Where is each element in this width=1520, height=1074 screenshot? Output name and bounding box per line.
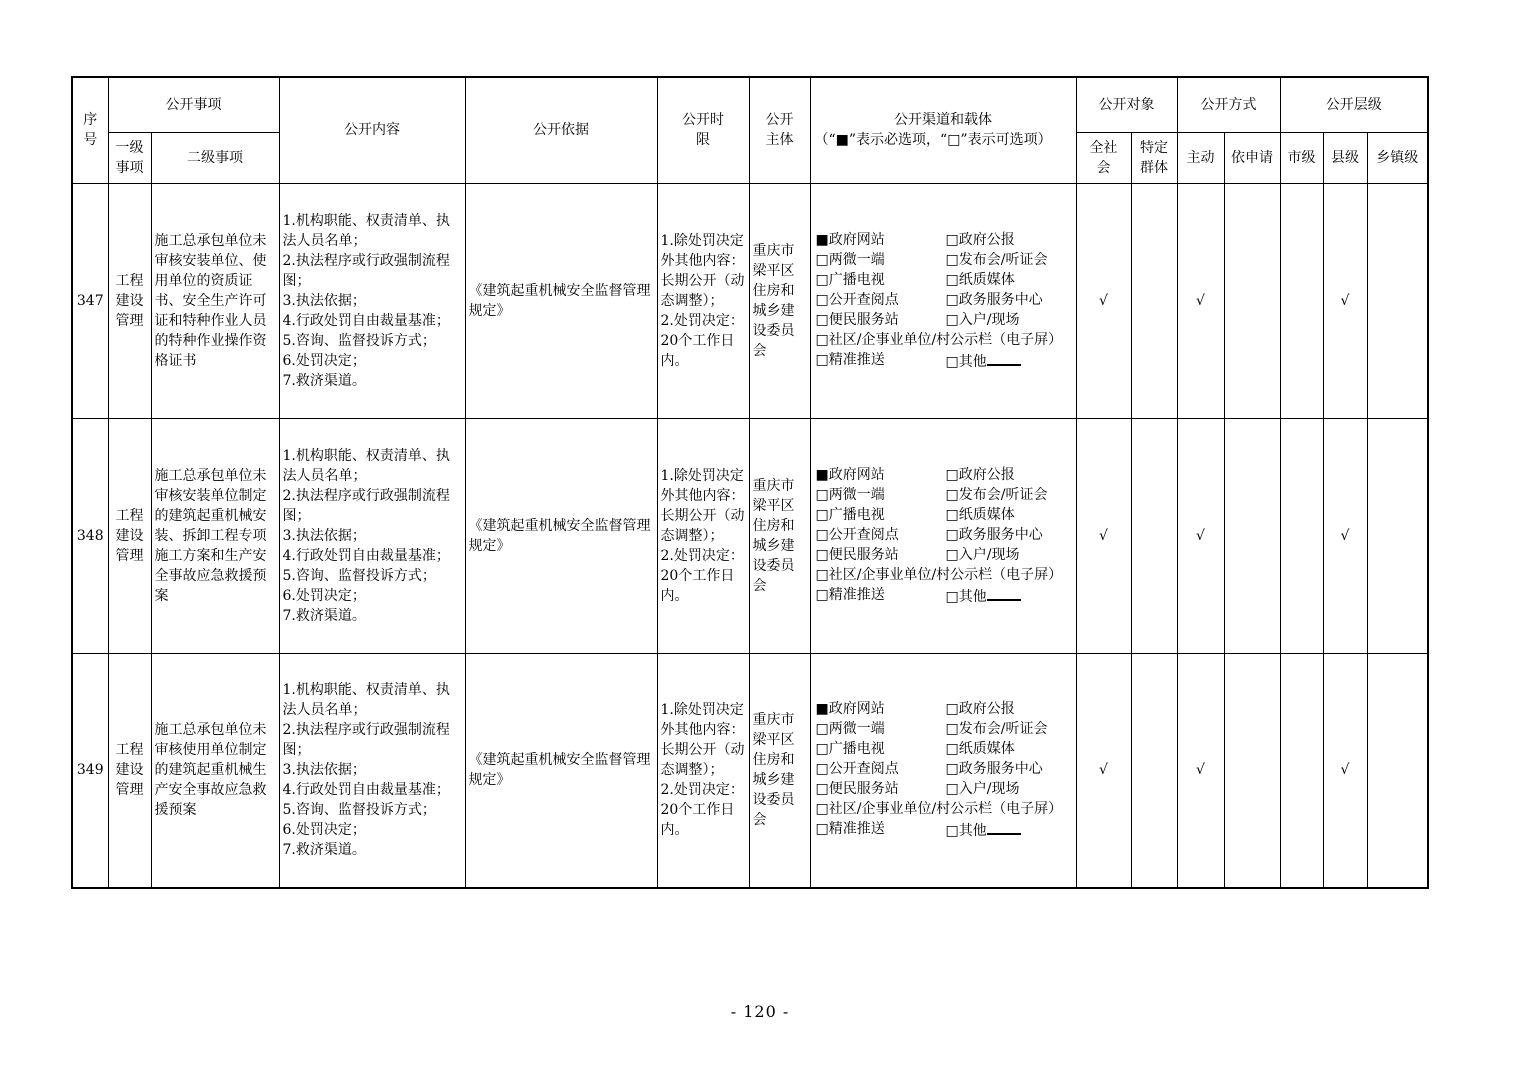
header-time-limit: 公开时限 <box>657 77 749 183</box>
row-subject: 重庆市梁平区住房和城乡建设委员会 <box>749 653 810 888</box>
header-level-county: 县级 <box>1323 132 1367 183</box>
channel-option: □公开查阅点 <box>815 526 899 543</box>
row-level-city <box>1280 183 1323 418</box>
header-method: 公开方式 <box>1177 77 1280 132</box>
header-target-specific: 特定群体 <box>1131 132 1177 183</box>
channel-option: □广播电视 <box>815 506 885 523</box>
row-time-limit: 1.除处罚决定外其他内容：长期公开（动态调整）； 2.处罚决定：20个工作日内。 <box>657 183 749 418</box>
header-channel-title: 公开渠道和载体 <box>894 112 992 129</box>
header-channel-note: （“■”表示必选项，“□”表示可选项） <box>814 132 1052 149</box>
row-target-specific <box>1131 183 1177 418</box>
row-content: 1.机构职能、权责清单、执法人员名单； 2.执法程序或行政强制流程图； 3.执法依据； 4.行政处罚自由裁量基准； 5.咨询、监督投诉方式； 6.处罚决定； 7.救济渠道。 <box>279 183 465 418</box>
header-target: 公开对象 <box>1076 77 1177 132</box>
channel-option: □纸质媒体 <box>945 271 1015 288</box>
row-method-apply <box>1224 183 1280 418</box>
channel-option: □纸质媒体 <box>945 741 1015 758</box>
header-target-all: 全社会 <box>1076 132 1131 183</box>
channel-option: ■政府网站 <box>815 466 885 483</box>
row-target-all: √ <box>1076 183 1131 418</box>
channel-option: ■政府网站 <box>815 701 885 718</box>
row-level-city <box>1280 653 1323 888</box>
channel-option-other: □其他 <box>946 350 1076 372</box>
channel-option: □便民服务站 <box>815 311 899 328</box>
row-level1: 工程建设管理 <box>108 418 151 653</box>
header-method-apply: 依申请 <box>1224 132 1280 183</box>
table-row <box>72 183 1428 418</box>
row-seq: 349 <box>72 653 108 888</box>
channel-option: □入户/现场 <box>945 781 1020 798</box>
page-number: - 120 - <box>730 1002 790 1021</box>
row-basis: 《建筑起重机械安全监督管理规定》 <box>465 418 657 653</box>
row-time-limit: 1.除处罚决定外其他内容：长期公开（动态调整）； 2.处罚决定：20个工作日内。 <box>657 418 749 653</box>
row-method-active: √ <box>1177 183 1224 418</box>
row-content: 1.机构职能、权责清单、执法人员名单； 2.执法程序或行政强制流程图； 3.执法依据； 4.行政处罚自由裁量基准； 5.咨询、监督投诉方式； 6.处罚决定； 7.救济渠道。 <box>279 653 465 888</box>
channel-option: □社区/企事业单位/村公示栏（电子屏） <box>815 331 1063 348</box>
channel-option: □入户/现场 <box>945 546 1020 563</box>
channel-option: □精准推送 <box>815 586 885 603</box>
header-subject: 公开主体 <box>749 77 810 183</box>
row-basis: 《建筑起重机械安全监督管理规定》 <box>465 653 657 888</box>
channel-option-other: □其他 <box>946 819 1076 841</box>
channel-option: ■政府网站 <box>815 231 885 248</box>
row-channels <box>810 183 1076 418</box>
row-level2: 施工总承包单位未审核安装单位、使用单位的资质证书、安全生产许可证和特种作业人员的特种作业操作资格证书 <box>151 183 279 418</box>
row-level-city <box>1280 418 1323 653</box>
channel-option: □两微一端 <box>815 486 885 503</box>
blank-underline <box>987 819 1021 835</box>
row-level-town <box>1367 183 1428 418</box>
channel-option: □政务服务中心 <box>945 761 1043 778</box>
row-channels <box>810 418 1076 653</box>
row-channels <box>810 653 1076 888</box>
channel-option: □政务服务中心 <box>945 526 1043 543</box>
header-matter: 公开事项 <box>108 77 279 132</box>
row-target-specific <box>1131 653 1177 888</box>
header-method-active: 主动 <box>1177 132 1224 183</box>
channel-option: □发布会/听证会 <box>945 721 1048 738</box>
header-content: 公开内容 <box>279 77 465 183</box>
header-seq: 序号 <box>72 77 108 183</box>
row-level-county: √ <box>1323 418 1367 653</box>
row-time-limit: 1.除处罚决定外其他内容：长期公开（动态调整）； 2.处罚决定：20个工作日内。 <box>657 653 749 888</box>
channel-option: □公开查阅点 <box>815 291 899 308</box>
channel-option: □便民服务站 <box>815 546 899 563</box>
channel-option: □精准推送 <box>815 821 885 838</box>
channel-option: □政府公报 <box>945 231 1015 248</box>
channel-option: □广播电视 <box>815 741 885 758</box>
row-seq: 347 <box>72 183 108 418</box>
channel-option: □便民服务站 <box>815 781 899 798</box>
channel-option: □政府公报 <box>945 466 1015 483</box>
row-level-county: √ <box>1323 653 1367 888</box>
disclosure-table <box>71 76 1429 889</box>
table-row <box>72 653 1428 888</box>
channel-option: □两微一端 <box>815 721 885 738</box>
row-seq: 348 <box>72 418 108 653</box>
header-level-town: 乡镇级 <box>1367 132 1428 183</box>
row-level2: 施工总承包单位未审核安装单位制定的建筑起重机械安装、拆卸工程专项施工方案和生产安全事故应急救援预案 <box>151 418 279 653</box>
row-target-all: √ <box>1076 418 1131 653</box>
channel-option: □政务服务中心 <box>945 291 1043 308</box>
channel-option: □广播电视 <box>815 271 885 288</box>
row-basis: 《建筑起重机械安全监督管理规定》 <box>465 183 657 418</box>
row-content: 1.机构职能、权责清单、执法人员名单； 2.执法程序或行政强制流程图； 3.执法依据； 4.行政处罚自由裁量基准； 5.咨询、监督投诉方式； 6.处罚决定； 7.救济渠道。 <box>279 418 465 653</box>
blank-underline <box>987 585 1021 601</box>
row-method-active: √ <box>1177 418 1224 653</box>
row-level1: 工程建设管理 <box>108 653 151 888</box>
header-level: 公开层级 <box>1280 77 1428 132</box>
channel-option: □公开查阅点 <box>815 761 899 778</box>
channel-option: □社区/企事业单位/村公示栏（电子屏） <box>815 566 1063 583</box>
row-level-town <box>1367 418 1428 653</box>
channel-option: □纸质媒体 <box>945 506 1015 523</box>
row-target-specific <box>1131 418 1177 653</box>
header-level2: 二级事项 <box>151 132 279 183</box>
header-basis: 公开依据 <box>465 77 657 183</box>
row-level-town <box>1367 653 1428 888</box>
blank-underline <box>987 350 1021 366</box>
channel-option: □两微一端 <box>815 251 885 268</box>
channel-option: □发布会/听证会 <box>945 486 1048 503</box>
channel-option: □精准推送 <box>815 351 885 368</box>
channel-option: □发布会/听证会 <box>945 251 1048 268</box>
header-level-city: 市级 <box>1280 132 1323 183</box>
table-row <box>72 418 1428 653</box>
row-level2: 施工总承包单位未审核使用单位制定的建筑起重机械生产安全事故应急救援预案 <box>151 653 279 888</box>
row-method-apply <box>1224 418 1280 653</box>
row-level1: 工程建设管理 <box>108 183 151 418</box>
row-method-active: √ <box>1177 653 1224 888</box>
row-subject: 重庆市梁平区住房和城乡建设委员会 <box>749 418 810 653</box>
channel-option: □政府公报 <box>945 701 1015 718</box>
channel-option-other: □其他 <box>946 585 1076 607</box>
channel-option: □社区/企事业单位/村公示栏（电子屏） <box>815 801 1063 818</box>
row-target-all: √ <box>1076 653 1131 888</box>
header-channel <box>810 77 1076 183</box>
row-level-county: √ <box>1323 183 1367 418</box>
header-level1: 一级事项 <box>108 132 151 183</box>
row-method-apply <box>1224 653 1280 888</box>
channel-option: □入户/现场 <box>945 311 1020 328</box>
row-subject: 重庆市梁平区住房和城乡建设委员会 <box>749 183 810 418</box>
